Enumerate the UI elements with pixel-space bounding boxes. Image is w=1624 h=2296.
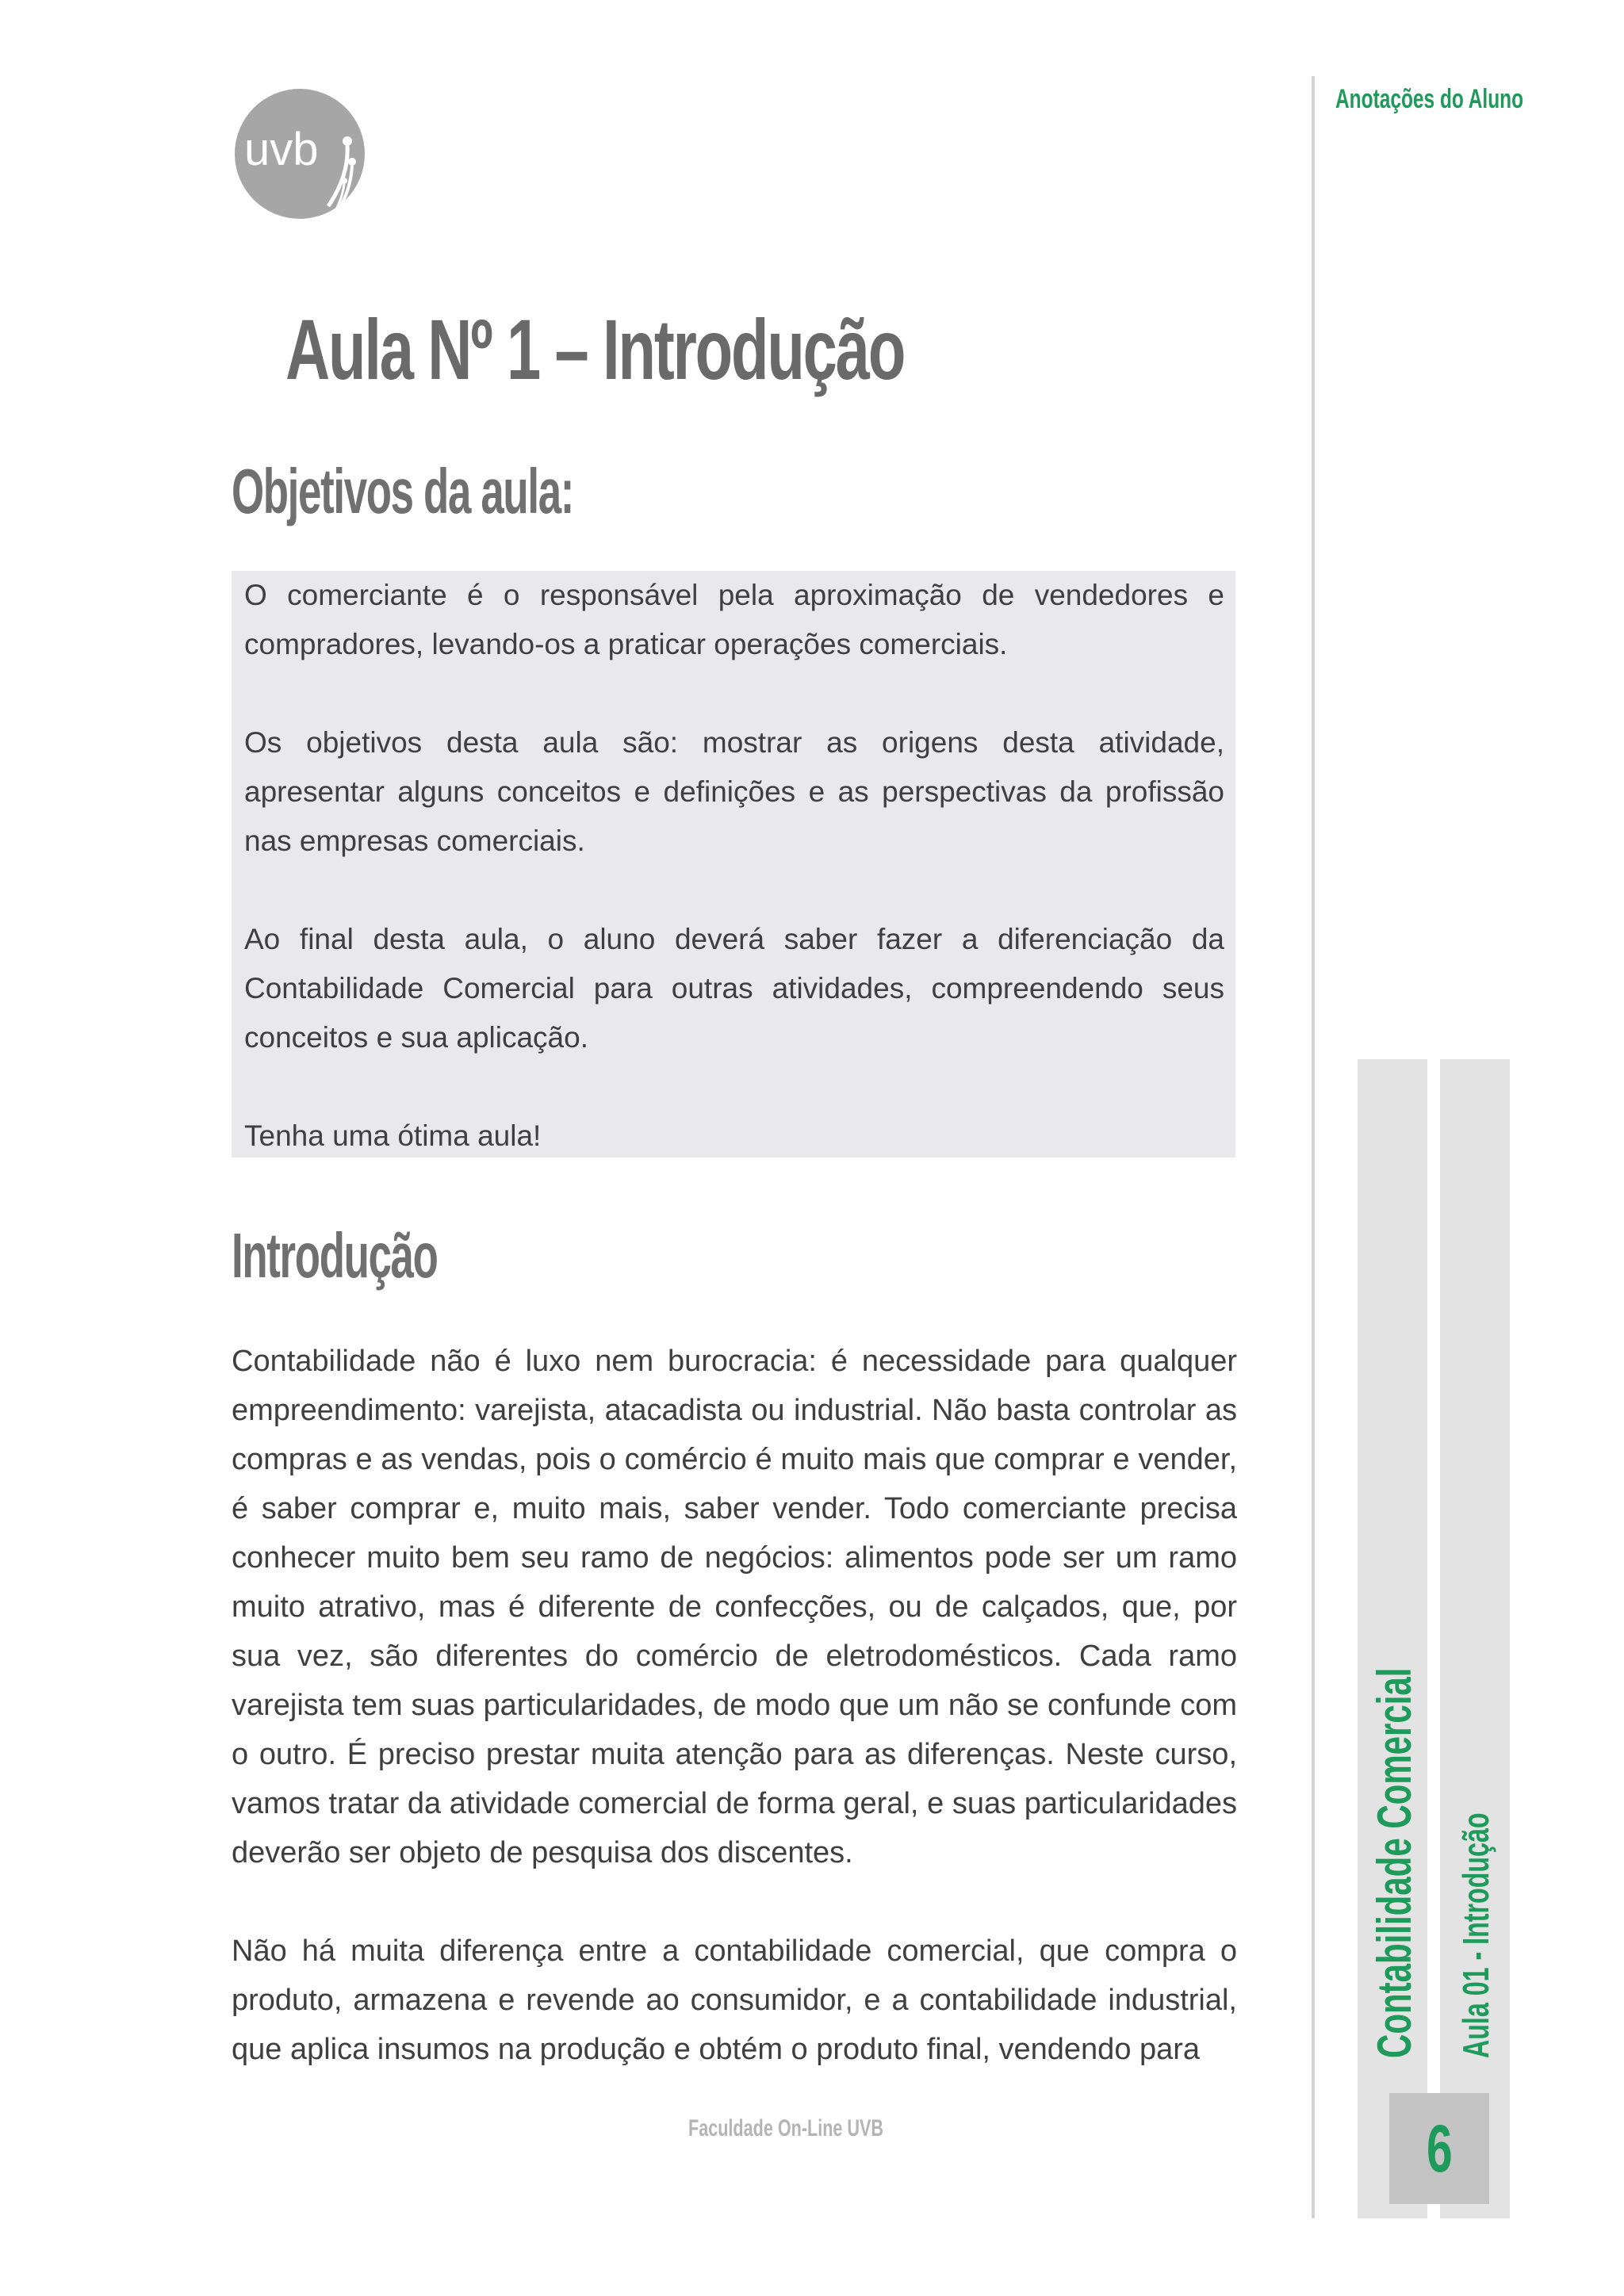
page-number: 6	[1426, 2110, 1453, 2186]
objectives-heading: Objetivos da aula:	[232, 456, 574, 526]
objectives-paragraph: O comerciante é o responsável pela aproximação de vendedores e compradores, levando-os a praticar operações comerciais.	[244, 579, 1224, 660]
sidebar-course-title: Contabilidade Comercial	[1368, 1667, 1421, 2058]
logo-text: uvb	[244, 124, 319, 175]
objectives-paragraph: Tenha uma ótima aula!	[244, 1119, 542, 1152]
uvb-logo-icon	[235, 89, 365, 219]
objectives-paragraph: Ao final desta aula, o aluno deverá saber fazer a diferenciação da Contabilidade Comercial para outras atividades, compreendendo seus conceitos e sua aplicação.	[244, 923, 1224, 1054]
student-notes-label: Anotações do Aluno	[1335, 84, 1524, 114]
uvb-logo	[235, 89, 365, 219]
margin-divider	[1312, 76, 1315, 2218]
introduction-paragraph: Não há muita diferença entre a contabilidade comercial, que compra o produto, armazena e revende ao consumidor, e a contabilidade industrial, que aplica insumos na produção e obtém o produto final, vendendo para	[232, 1934, 1237, 2066]
introduction-body	[232, 1337, 1237, 2074]
objectives-paragraph: Os objetivos desta aula são: mostrar as origens desta atividade, apresentar alguns conceitos e definições e as perspectivas da profissão nas empresas comerciais.	[244, 726, 1224, 857]
introduction-heading: Introdução	[232, 1220, 438, 1291]
page-number-box	[1389, 2093, 1489, 2204]
sidebar-lesson-label: Aula 01 - Introdução	[1455, 1812, 1496, 2058]
introduction-paragraph: Contabilidade não é luxo nem burocracia: é necessidade para qualquer empreendimento: varejista, atacadista ou industrial. Não basta controlar as compras e as vendas, pois o comércio é muito mais que comprar e vender, é saber comprar e, muito mais, saber vender. Todo comerciante precisa conhecer muito bem seu ramo de negócios: alimentos pode ser um ramo muito atrativo, mas é diferente de confecções, ou de calçados, que, por sua vez, são diferentes do comércio de eletrodomésticos. Cada ramo varejista tem suas particularidades, de modo que um não se confunde com o outro. É preciso prestar muita atenção para as diferenças. Neste curso, vamos tratar da atividade comercial de forma geral, e suas particularidades deverão ser objeto de pesquisa dos discentes.	[232, 1345, 1237, 1869]
lesson-title: Aula Nº 1 – Introdução	[285, 301, 905, 397]
page-footer: Faculdade On-Line UVB	[688, 2115, 884, 2141]
objectives-box	[232, 571, 1235, 1158]
